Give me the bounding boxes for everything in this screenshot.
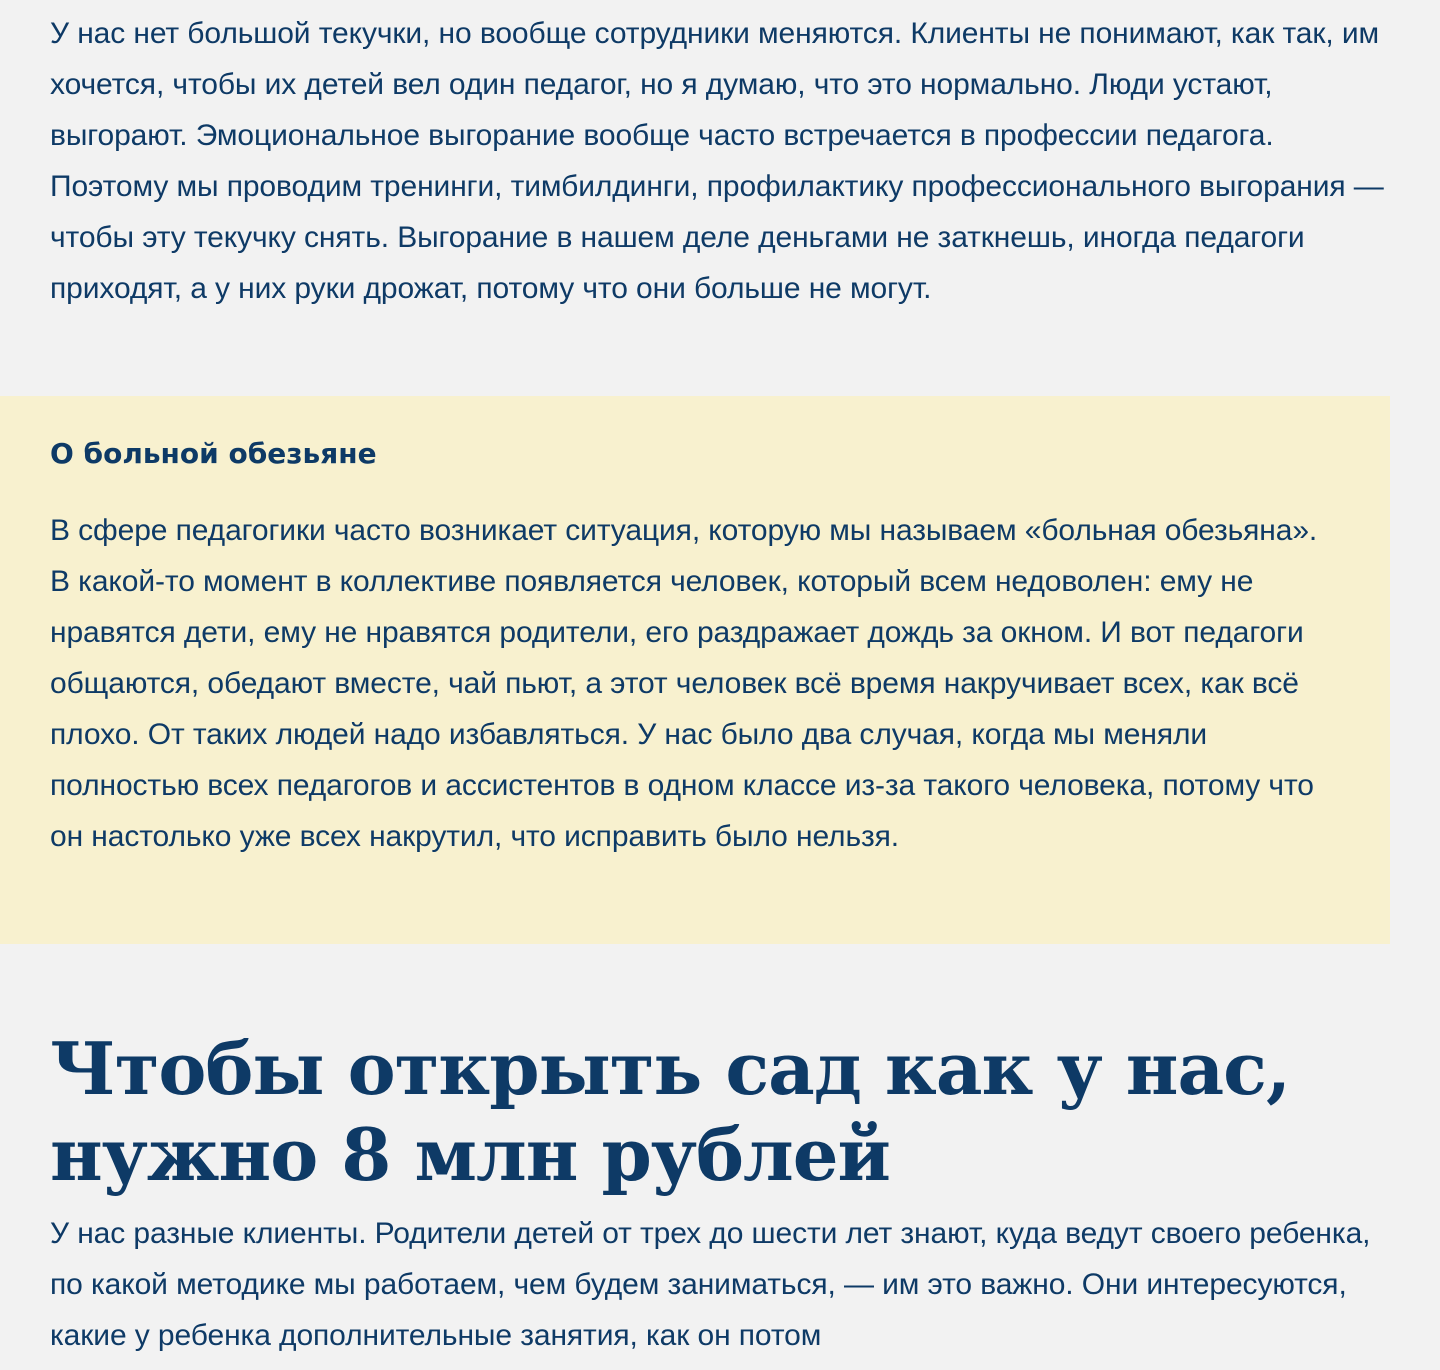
callout-title: О больной обезьяне	[50, 437, 377, 470]
section-heading: Чтобы открыть сад как у нас, нужно 8 млн рублей	[50, 1026, 1291, 1197]
article-paragraph: У нас разные клиенты. Родители детей от трех до шести лет знают, куда ведут своего ребенка, по какой методике мы работаем, чем будем заниматься, — им это важно. Они интересуются, какие у ребенка дополнительные занятия, как он потом	[50, 1217, 1371, 1352]
article-paragraph: У нас нет большой текучки, но вообще сотрудники меняются. Клиенты не понимают, как так, им хочется, чтобы их детей вел один педагог, но я думаю, что это нормально. Люди устают, выгорают. Эмоциональное выгорание вообще часто встречается в профессии педагога. Поэтому мы проводим тренинги, тимбилдинги, профилактику профессионального выгорания — чтобы эту текучку снять. Выгорание в нашем деле деньгами не заткнешь, иногда педагоги приходят, а у них руки дрожат, потому что они больше не могут.	[50, 17, 1384, 305]
callout-text: В сфере педагогики часто возникает ситуация, которую мы называем «больная обезьяна». В какой-то момент в коллективе появляется человек, который всем недоволен: ему не нравятся дети, ему не нравятся родители, его раздражает дождь за окном. И вот педагоги общаются, обедают вместе, чай пьют, а этот человек всё время накручивает всех, как всё плохо. От таких людей надо избавляться. У нас было два случая, когда мы меняли полностью всех педагогов и ассистентов в одном классе из-за такого человека, потому что он настолько уже всех накрутил, что исправить было нельзя.	[50, 514, 1318, 853]
